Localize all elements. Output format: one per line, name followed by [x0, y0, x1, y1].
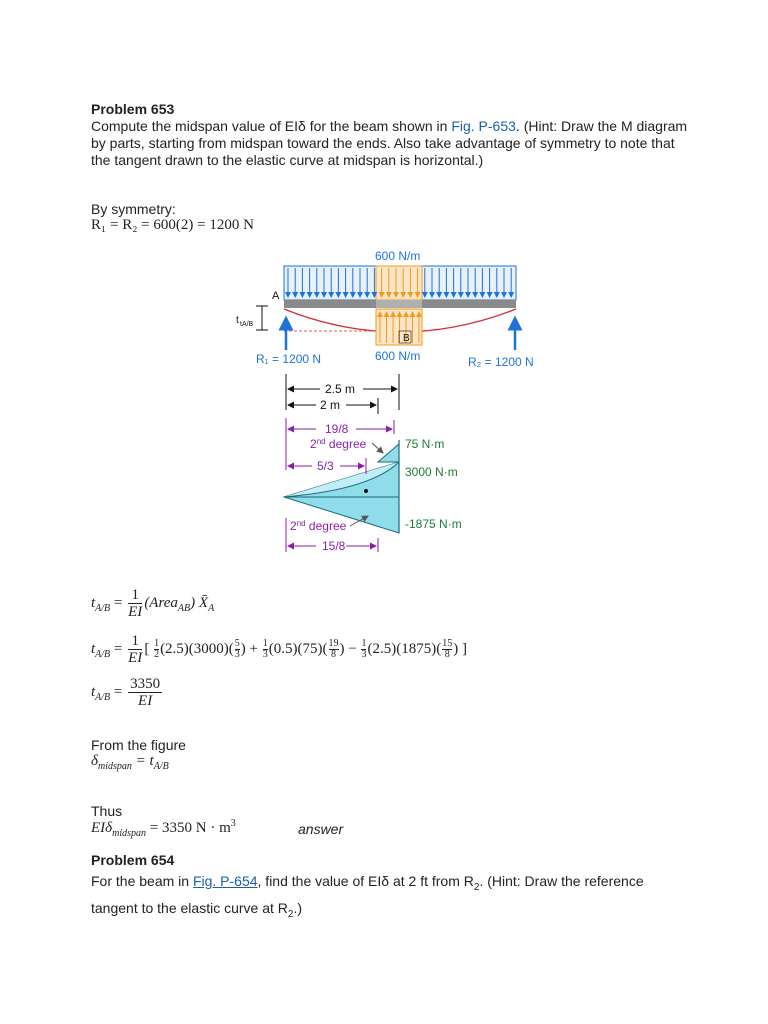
- problem-654-statement: For the beam in Fig. P-654, find the value of EIδ at 2 ft from $R_2$. (Hint: Draw the reference tangent to the elastic curve at $R_2$.): [91, 873, 644, 920]
- second-degree-label-2: 2nd degree: [290, 519, 347, 533]
- r2-label: R₂ = 1200 N: [468, 355, 534, 369]
- thus-label: Thus: [91, 803, 123, 819]
- second-degree-label-1: 2nd degree: [310, 437, 367, 451]
- statement-text: Compute the midspan value of EIδ for the beam shown in: [91, 118, 452, 134]
- r1-label: R₁ = 1200 N: [256, 352, 322, 366]
- load-top-label: 600 N/m: [375, 249, 421, 263]
- equation-tab-definition: $t_{A/B}$ = $\frac{1}{EI}$ (Area$_{AB}$) $X̄_A$: [91, 587, 215, 620]
- from-figure-label: From the figure: [91, 737, 186, 753]
- fig-p654-link[interactable]: Fig. P-654: [192, 873, 258, 889]
- moment-neg-1875: -1875 N·m: [405, 517, 462, 531]
- svg-text:t: t: [236, 315, 239, 326]
- problem-654-title: Problem 654: [91, 852, 175, 868]
- equation-tab-expansion: $t_{A/B}$ = $\frac{1}{EI}$ [ $\frac{1}{2}$ (2.5)(3000)( $\frac{5}{3}$ ) + $\frac{1}{3}$ (0.5)(75)( $\frac{19}{8}$ ) − $\frac{1}{3}$ (2.5)(1875)( $\frac{15}{8}$ ) ]: [91, 633, 467, 666]
- equation-delta-midspan: $\delta_{midspan} = t_{A/B}$: [91, 753, 169, 772]
- point-a-label: A: [272, 290, 280, 302]
- point-b-label: B: [403, 333, 410, 344]
- statement-text-rest: . (Hint: Draw the M diagram by parts, starting from midspan toward the ends. Also take advantage of symmetry to note that the tangent drawn to the elastic curve at midspan is horizontal.): [91, 118, 688, 168]
- answer-label: answer: [298, 821, 344, 837]
- load-bottom-label: 600 N/m: [375, 349, 421, 363]
- tab-label: tA/B: [240, 321, 254, 328]
- moment-75: 75 N·m: [405, 437, 445, 451]
- fig-p653-link[interactable]: Fig. P-653: [451, 118, 516, 134]
- dim-2m: 2 m: [320, 398, 341, 412]
- reaction-equation: R₁ = R₂ = 600(2) = 1200 N: [91, 217, 254, 233]
- moment-3000: 3000 N·m: [405, 465, 458, 479]
- final-answer-equation: EIδ$_{midspan}$ = 3350 $N \cdot m^3$: [91, 818, 236, 839]
- dim-2-5m: 2.5 m: [325, 382, 356, 396]
- dim-5-3: 5/3: [317, 459, 334, 473]
- distributed-load-top: [284, 266, 516, 300]
- problem-653-title: Problem 653: [91, 101, 175, 117]
- dim-19-8: 19/8: [325, 422, 349, 436]
- dim-15-8: 15/8: [322, 539, 346, 553]
- equation-tab-result: $t_{A/B}$ = $\frac{3350}{EI}$: [91, 676, 161, 709]
- by-symmetry-label: By symmetry:: [91, 201, 176, 217]
